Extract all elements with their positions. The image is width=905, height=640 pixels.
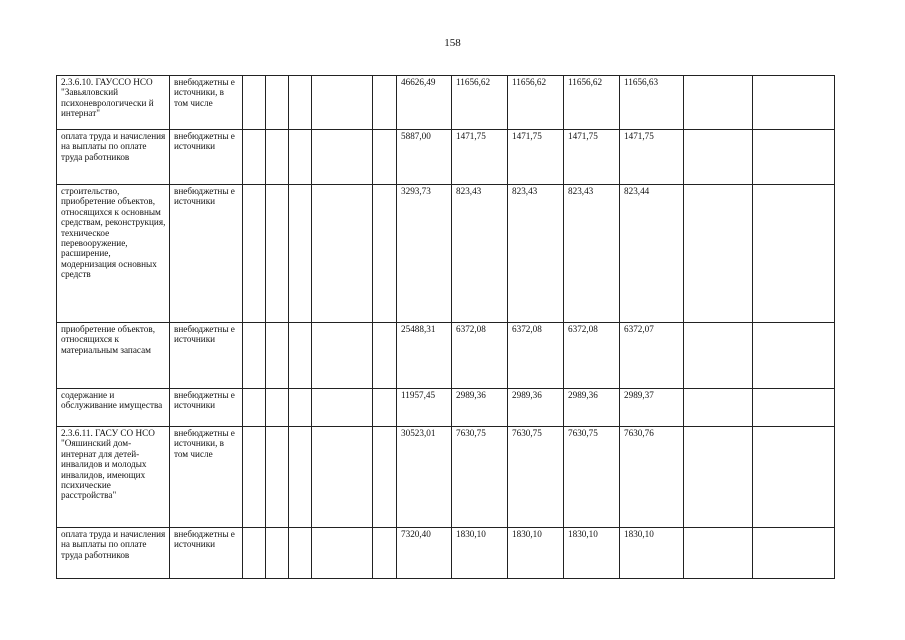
amount-cell: 2989,36 bbox=[452, 389, 508, 427]
empty-cell bbox=[243, 323, 266, 389]
amount-cell: 823,43 bbox=[452, 185, 508, 323]
amount-cell: 2989,37 bbox=[620, 389, 684, 427]
amount-cell: 11656,62 bbox=[452, 76, 508, 130]
amount-cell: 7630,76 bbox=[620, 427, 684, 528]
amount-cell: 1471,75 bbox=[564, 130, 620, 185]
empty-cell bbox=[753, 76, 835, 130]
amount-cell: 11656,62 bbox=[508, 76, 564, 130]
empty-cell bbox=[373, 323, 397, 389]
item-name-cell: строительство, приобретение объектов, относящихся к основным средствам, реконструкция, техническое перевооружение, расширение, модернизация основных средств bbox=[57, 185, 170, 323]
empty-cell bbox=[243, 427, 266, 528]
table-row bbox=[57, 185, 835, 323]
empty-cell bbox=[243, 130, 266, 185]
empty-cell bbox=[753, 427, 835, 528]
item-name-cell: 2.3.6.11. ГАСУ СО НСО "Ояшинский дом-интернат для детей-инвалидов и молодых инвалидов, имеющих психические расстройства" bbox=[57, 427, 170, 528]
amount-cell: 823,43 bbox=[508, 185, 564, 323]
empty-cell bbox=[266, 427, 289, 528]
table-row bbox=[57, 323, 835, 389]
empty-cell bbox=[753, 185, 835, 323]
funding-source-cell: внебюджетны е источники bbox=[170, 185, 243, 323]
empty-cell bbox=[243, 389, 266, 427]
empty-cell bbox=[289, 528, 312, 579]
item-name-cell: оплата труда и начисления на выплаты по оплате труда работников bbox=[57, 528, 170, 579]
empty-cell bbox=[289, 427, 312, 528]
empty-cell bbox=[753, 323, 835, 389]
amount-cell: 1830,10 bbox=[564, 528, 620, 579]
empty-cell bbox=[243, 76, 266, 130]
empty-cell bbox=[373, 185, 397, 323]
amount-cell: 11957,45 bbox=[397, 389, 452, 427]
empty-cell bbox=[266, 76, 289, 130]
amount-cell: 7630,75 bbox=[508, 427, 564, 528]
funding-source-cell: внебюджетны е источники bbox=[170, 130, 243, 185]
empty-cell bbox=[266, 323, 289, 389]
amount-cell: 1471,75 bbox=[452, 130, 508, 185]
amount-cell: 5887,00 bbox=[397, 130, 452, 185]
empty-cell bbox=[373, 76, 397, 130]
empty-cell bbox=[312, 427, 373, 528]
empty-cell bbox=[684, 185, 753, 323]
empty-cell bbox=[684, 130, 753, 185]
amount-cell: 7630,75 bbox=[452, 427, 508, 528]
funding-source-cell: внебюджетны е источники bbox=[170, 528, 243, 579]
empty-cell bbox=[312, 389, 373, 427]
empty-cell bbox=[289, 389, 312, 427]
item-name-cell: оплата труда и начисления на выплаты по оплате труда работников bbox=[57, 130, 170, 185]
empty-cell bbox=[753, 528, 835, 579]
funding-source-cell: внебюджетны е источники bbox=[170, 389, 243, 427]
amount-cell: 1830,10 bbox=[508, 528, 564, 579]
table-row bbox=[57, 528, 835, 579]
empty-cell bbox=[684, 323, 753, 389]
empty-cell bbox=[373, 528, 397, 579]
amount-cell: 3293,73 bbox=[397, 185, 452, 323]
page-number: 158 bbox=[444, 37, 461, 49]
empty-cell bbox=[373, 130, 397, 185]
amount-cell: 823,43 bbox=[564, 185, 620, 323]
table-row bbox=[57, 427, 835, 528]
empty-cell bbox=[312, 323, 373, 389]
item-name-cell: 2.3.6.10. ГАУССО НСО "Завьяловский психоневрологически й интернат" bbox=[57, 76, 170, 130]
empty-cell bbox=[684, 427, 753, 528]
empty-cell bbox=[243, 528, 266, 579]
empty-cell bbox=[289, 130, 312, 185]
amount-cell: 1471,75 bbox=[620, 130, 684, 185]
item-name-cell: содержание и обслуживание имущества bbox=[57, 389, 170, 427]
empty-cell bbox=[312, 76, 373, 130]
budget-table bbox=[56, 75, 835, 579]
table-body bbox=[57, 76, 835, 579]
empty-cell bbox=[312, 185, 373, 323]
empty-cell bbox=[312, 528, 373, 579]
amount-cell: 823,44 bbox=[620, 185, 684, 323]
amount-cell: 1830,10 bbox=[452, 528, 508, 579]
table-row bbox=[57, 130, 835, 185]
amount-cell: 6372,07 bbox=[620, 323, 684, 389]
amount-cell: 6372,08 bbox=[564, 323, 620, 389]
empty-cell bbox=[684, 528, 753, 579]
amount-cell: 1830,10 bbox=[620, 528, 684, 579]
amount-cell: 6372,08 bbox=[508, 323, 564, 389]
empty-cell bbox=[243, 185, 266, 323]
empty-cell bbox=[684, 76, 753, 130]
empty-cell bbox=[266, 185, 289, 323]
empty-cell bbox=[289, 185, 312, 323]
funding-source-cell: внебюджетны е источники, в том числе bbox=[170, 427, 243, 528]
empty-cell bbox=[753, 130, 835, 185]
amount-cell: 1471,75 bbox=[508, 130, 564, 185]
empty-cell bbox=[266, 130, 289, 185]
amount-cell: 6372,08 bbox=[452, 323, 508, 389]
empty-cell bbox=[266, 389, 289, 427]
empty-cell bbox=[684, 389, 753, 427]
empty-cell bbox=[289, 76, 312, 130]
amount-cell: 7320,40 bbox=[397, 528, 452, 579]
amount-cell: 46626,49 bbox=[397, 76, 452, 130]
table-row bbox=[57, 389, 835, 427]
amount-cell: 11656,63 bbox=[620, 76, 684, 130]
amount-cell: 7630,75 bbox=[564, 427, 620, 528]
empty-cell bbox=[373, 389, 397, 427]
funding-source-cell: внебюджетны е источники bbox=[170, 323, 243, 389]
empty-cell bbox=[266, 528, 289, 579]
empty-cell bbox=[289, 323, 312, 389]
amount-cell: 30523,01 bbox=[397, 427, 452, 528]
amount-cell: 11656,62 bbox=[564, 76, 620, 130]
table-row bbox=[57, 76, 835, 130]
funding-source-cell: внебюджетны е источники, в том числе bbox=[170, 76, 243, 130]
amount-cell: 2989,36 bbox=[564, 389, 620, 427]
empty-cell bbox=[753, 389, 835, 427]
item-name-cell: приобретение объектов, относящихся к материальным запасам bbox=[57, 323, 170, 389]
empty-cell bbox=[312, 130, 373, 185]
empty-cell bbox=[373, 427, 397, 528]
amount-cell: 25488,31 bbox=[397, 323, 452, 389]
amount-cell: 2989,36 bbox=[508, 389, 564, 427]
